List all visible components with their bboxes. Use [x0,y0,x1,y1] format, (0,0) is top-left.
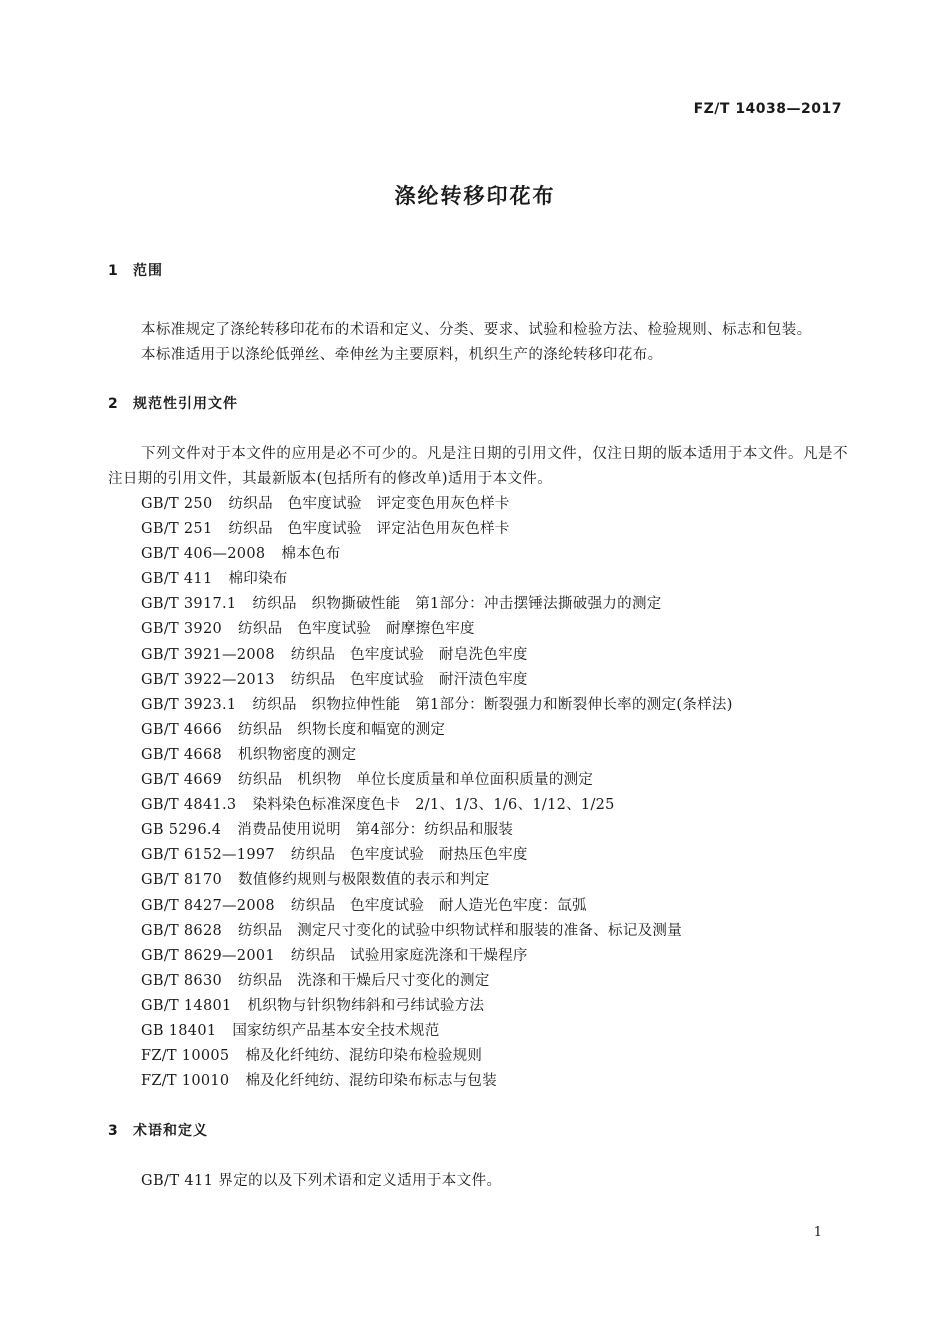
reference-code: GB/T 4666 [141,721,223,738]
reference-title: 机织物密度的测定 [238,746,357,763]
page-number: 1 [813,1225,822,1240]
reference-title: 棉及化纤纯纺、混纺印染布检验规则 [245,1048,483,1065]
reference-item [108,818,848,843]
section-number: 1 [108,263,119,279]
reference-item [108,693,848,718]
reference-code: GB/T 250 [141,496,213,512]
reference-code: GB/T 8630 [141,972,223,989]
paragraph: 本标准规定了涤纶转移印花布的术语和定义、分类、要求、试验和检验方法、检验规则、标志和包装。 [141,322,812,338]
reference-title: 纺织品 色牢度试验 耐人造光色牢度：氙弧 [290,897,587,914]
reference-item [108,1069,848,1094]
reference-code: GB/T 4668 [141,746,223,763]
reference-title: 纺织品 色牢度试验 评定变色用灰色样卡 [228,496,510,512]
reference-item [108,1019,848,1044]
reference-item [108,1044,848,1069]
reference-title: 数值修约规则与极限数值的表示和判定 [238,872,490,889]
reference-code: GB 5296.4 [141,822,222,839]
section-number: 2 [108,396,119,412]
document-title: 涤纶转移印花布 [394,184,556,208]
reference-code: GB 18401 [141,1022,217,1039]
reference-code: GB/T 3920 [141,621,223,638]
reference-item [108,542,848,567]
reference-code: GB/T 251 [141,521,213,538]
reference-item [108,617,848,642]
reference-code: GB/T 8427—2008 [141,897,275,914]
paragraph: GB/T 411 界定的以及下列术语和定义适用于本文件。 [141,1173,502,1190]
reference-code: GB/T 14801 [141,997,232,1014]
reference-title: 纺织品 机织物 单位长度质量和单位面积质量的测定 [238,772,594,789]
reference-title: 纺织品 色牢度试验 耐摩擦色牢度 [238,621,475,638]
reference-title: 纺织品 测定尺寸变化的试验中织物试样和服装的准备、标记及测量 [238,922,683,939]
reference-code: GB/T 3923.1 [141,696,237,713]
reference-code: GB/T 6152—1997 [141,847,275,864]
section-title: 术语和定义 [133,1123,208,1140]
reference-title: 棉及化纤纯纺、混纺印染布标志与包装 [245,1073,498,1090]
section-number: 3 [108,1123,119,1140]
section-3-heading [108,1120,848,1142]
reference-item [108,492,848,517]
reference-title: 染料染色标准深度色卡 2/1、1/3、1/6、1/12、1/25 [252,797,615,814]
document-body [108,260,848,1194]
reference-title: 棉本色布 [281,546,341,563]
reference-title: 纺织品 织物长度和幅宽的测定 [238,721,446,738]
section-title: 规范性引用文件 [133,396,238,412]
reference-title: 纺织品 色牢度试验 耐皂洗色牢度 [290,646,528,663]
reference-item [108,517,848,542]
section-1-heading [108,260,848,282]
reference-item [108,743,848,768]
reference-title: 纺织品 织物拉伸性能 第1部分：断裂强力和断裂伸长率的测定(条样法) [252,696,733,713]
reference-code: GB/T 3922—2013 [141,671,275,688]
reference-item [108,768,848,793]
reference-item [108,643,848,668]
reference-code: FZ/T 10005 [141,1048,230,1065]
reference-code: GB/T 4669 [141,772,223,789]
reference-item [108,592,848,617]
reference-item [108,894,848,919]
reference-item [108,718,848,743]
reference-code: GB/T 3917.1 [141,596,237,613]
reference-title: 消费品使用说明 第4部分：纺织品和服装 [237,822,514,839]
reference-title: 纺织品 织物撕破性能 第1部分：冲击摆锤法撕破强力的测定 [252,596,662,613]
reference-item [108,843,848,868]
reference-title: 国家纺织产品基本安全技术规范 [232,1022,440,1039]
reference-item [108,668,848,693]
standard-code: FZ/T 14038—2017 [693,101,842,117]
reference-title: 纺织品 试验用家庭洗涤和干燥程序 [290,947,528,964]
reference-code: GB/T 8629—2001 [141,947,275,964]
reference-title: 机织物与针织物纬斜和弓纬试验方法 [247,997,485,1014]
reference-item [108,793,848,818]
reference-item [108,994,848,1019]
reference-title: 纺织品 色牢度试验 评定沾色用灰色样卡 [228,521,510,538]
reference-code: GB/T 8170 [141,872,223,889]
reference-title: 纺织品 洗涤和干燥后尺寸变化的测定 [238,972,490,989]
reference-code: GB/T 8628 [141,922,223,939]
reference-item [108,969,848,994]
reference-code: GB/T 411 [141,571,213,588]
reference-item [108,567,848,592]
reference-item [108,868,848,893]
section-title: 范围 [133,263,163,279]
reference-code: GB/T 4841.3 [141,797,237,814]
reference-title: 棉印染布 [228,571,288,588]
reference-item [108,919,848,944]
section-2-heading [108,393,848,415]
paragraph: 本标准适用于以涤纶低弹丝、牵伸丝为主要原料，机织生产的涤纶转移印花布。 [141,347,663,363]
reference-code: GB/T 3921—2008 [141,646,275,663]
reference-item [108,944,848,969]
reference-title: 纺织品 色牢度试验 耐汗渍色牢度 [290,671,528,688]
paragraph: 下列文件对于本文件的应用是必不可少的。凡是注日期的引用文件，仅注日期的版本适用于本文件。凡是不注日期的引用文件，其最新版本(包括所有的修改单)适用于本文件。 [108,446,848,487]
reference-title: 纺织品 色牢度试验 耐热压色牢度 [290,847,528,864]
reference-code: FZ/T 10010 [141,1073,230,1090]
reference-code: GB/T 406—2008 [141,546,266,563]
reference-list [108,492,848,1094]
